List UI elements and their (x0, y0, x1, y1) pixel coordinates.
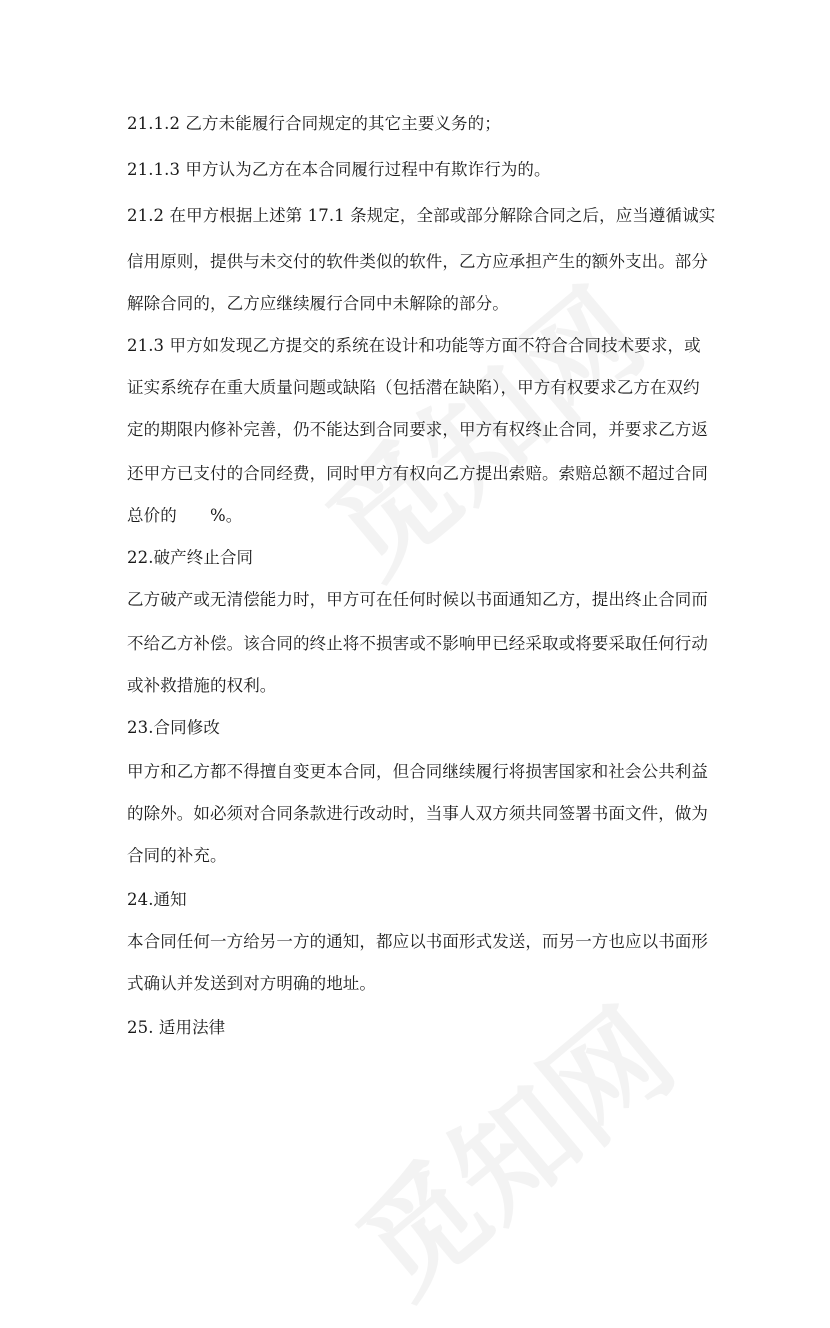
text-line-8: 定的期限内修补完善，仍不能达到合同要求，甲方有权终止合同，并要求乙方返 (127, 420, 708, 439)
text-line-12: 乙方破产或无清偿能力时，甲方可在任何时候以书面通知乙方，提出终止合同而 (127, 590, 708, 609)
text-line-16: 甲方和乙方都不得擅自变更本合同，但合同继续履行将损害国家和社会公共利益 (127, 762, 708, 781)
text-line-21: 式确认并发送到对方明确的地址。 (127, 974, 376, 993)
text-line-5: 解除合同的，乙方应继续履行合同中未解除的部分。 (127, 294, 509, 313)
text-line-14: 或补救措施的权利。 (127, 676, 277, 695)
text-line-17: 的除外。如必须对合同条款进行改动时，当事人双方须共同签署书面文件，做为 (127, 804, 708, 823)
text-line-6: 21.3 甲方如发现乙方提交的系统在设计和功能等方面不符合合同技术要求，或 (127, 336, 701, 355)
text-line-9: 还甲方已支付的合同经费，同时甲方有权向乙方提出索赔。索赔总额不超过合同 (127, 464, 708, 483)
text-line-2: 21.1.3 甲方认为乙方在本合同履行过程中有欺诈行为的。 (127, 160, 551, 179)
text-line-20: 本合同任何一方给另一方的通知，都应以书面形式发送，而另一方也应以书面形 (127, 932, 708, 951)
text-line-13: 不给乙方补偿。该合同的终止将不损害或不影响甲已经采取或将要采取任何行动 (127, 634, 708, 653)
watermark-lower (317, 964, 703, 1327)
text-line-10: 总价的 %。 (127, 506, 243, 525)
text-line-4: 信用原则，提供与未交付的软件类似的软件，乙方应承担产生的额外支出。部分 (127, 252, 708, 271)
section-heading-23: 23.合同修改 (127, 718, 220, 737)
section-heading-25: 25. 适用法律 (127, 1018, 226, 1037)
text-line-7: 证实系统存在重大质量问题或缺陷（包括潜在缺陷），甲方有权要求乙方在双约 (127, 378, 700, 397)
text-line-1: 21.1.2 乙方未能履行合同规定的其它主要义务的； (127, 114, 501, 133)
text-line-3: 21.2 在甲方根据上述第 17.1 条规定，全部或部分解除合同之后，应当遵循诚实 (127, 206, 716, 225)
text-line-18: 合同的补充。 (127, 846, 227, 865)
section-heading-24: 24.通知 (127, 890, 187, 909)
section-heading-22: 22.破产终止合同 (127, 548, 254, 567)
